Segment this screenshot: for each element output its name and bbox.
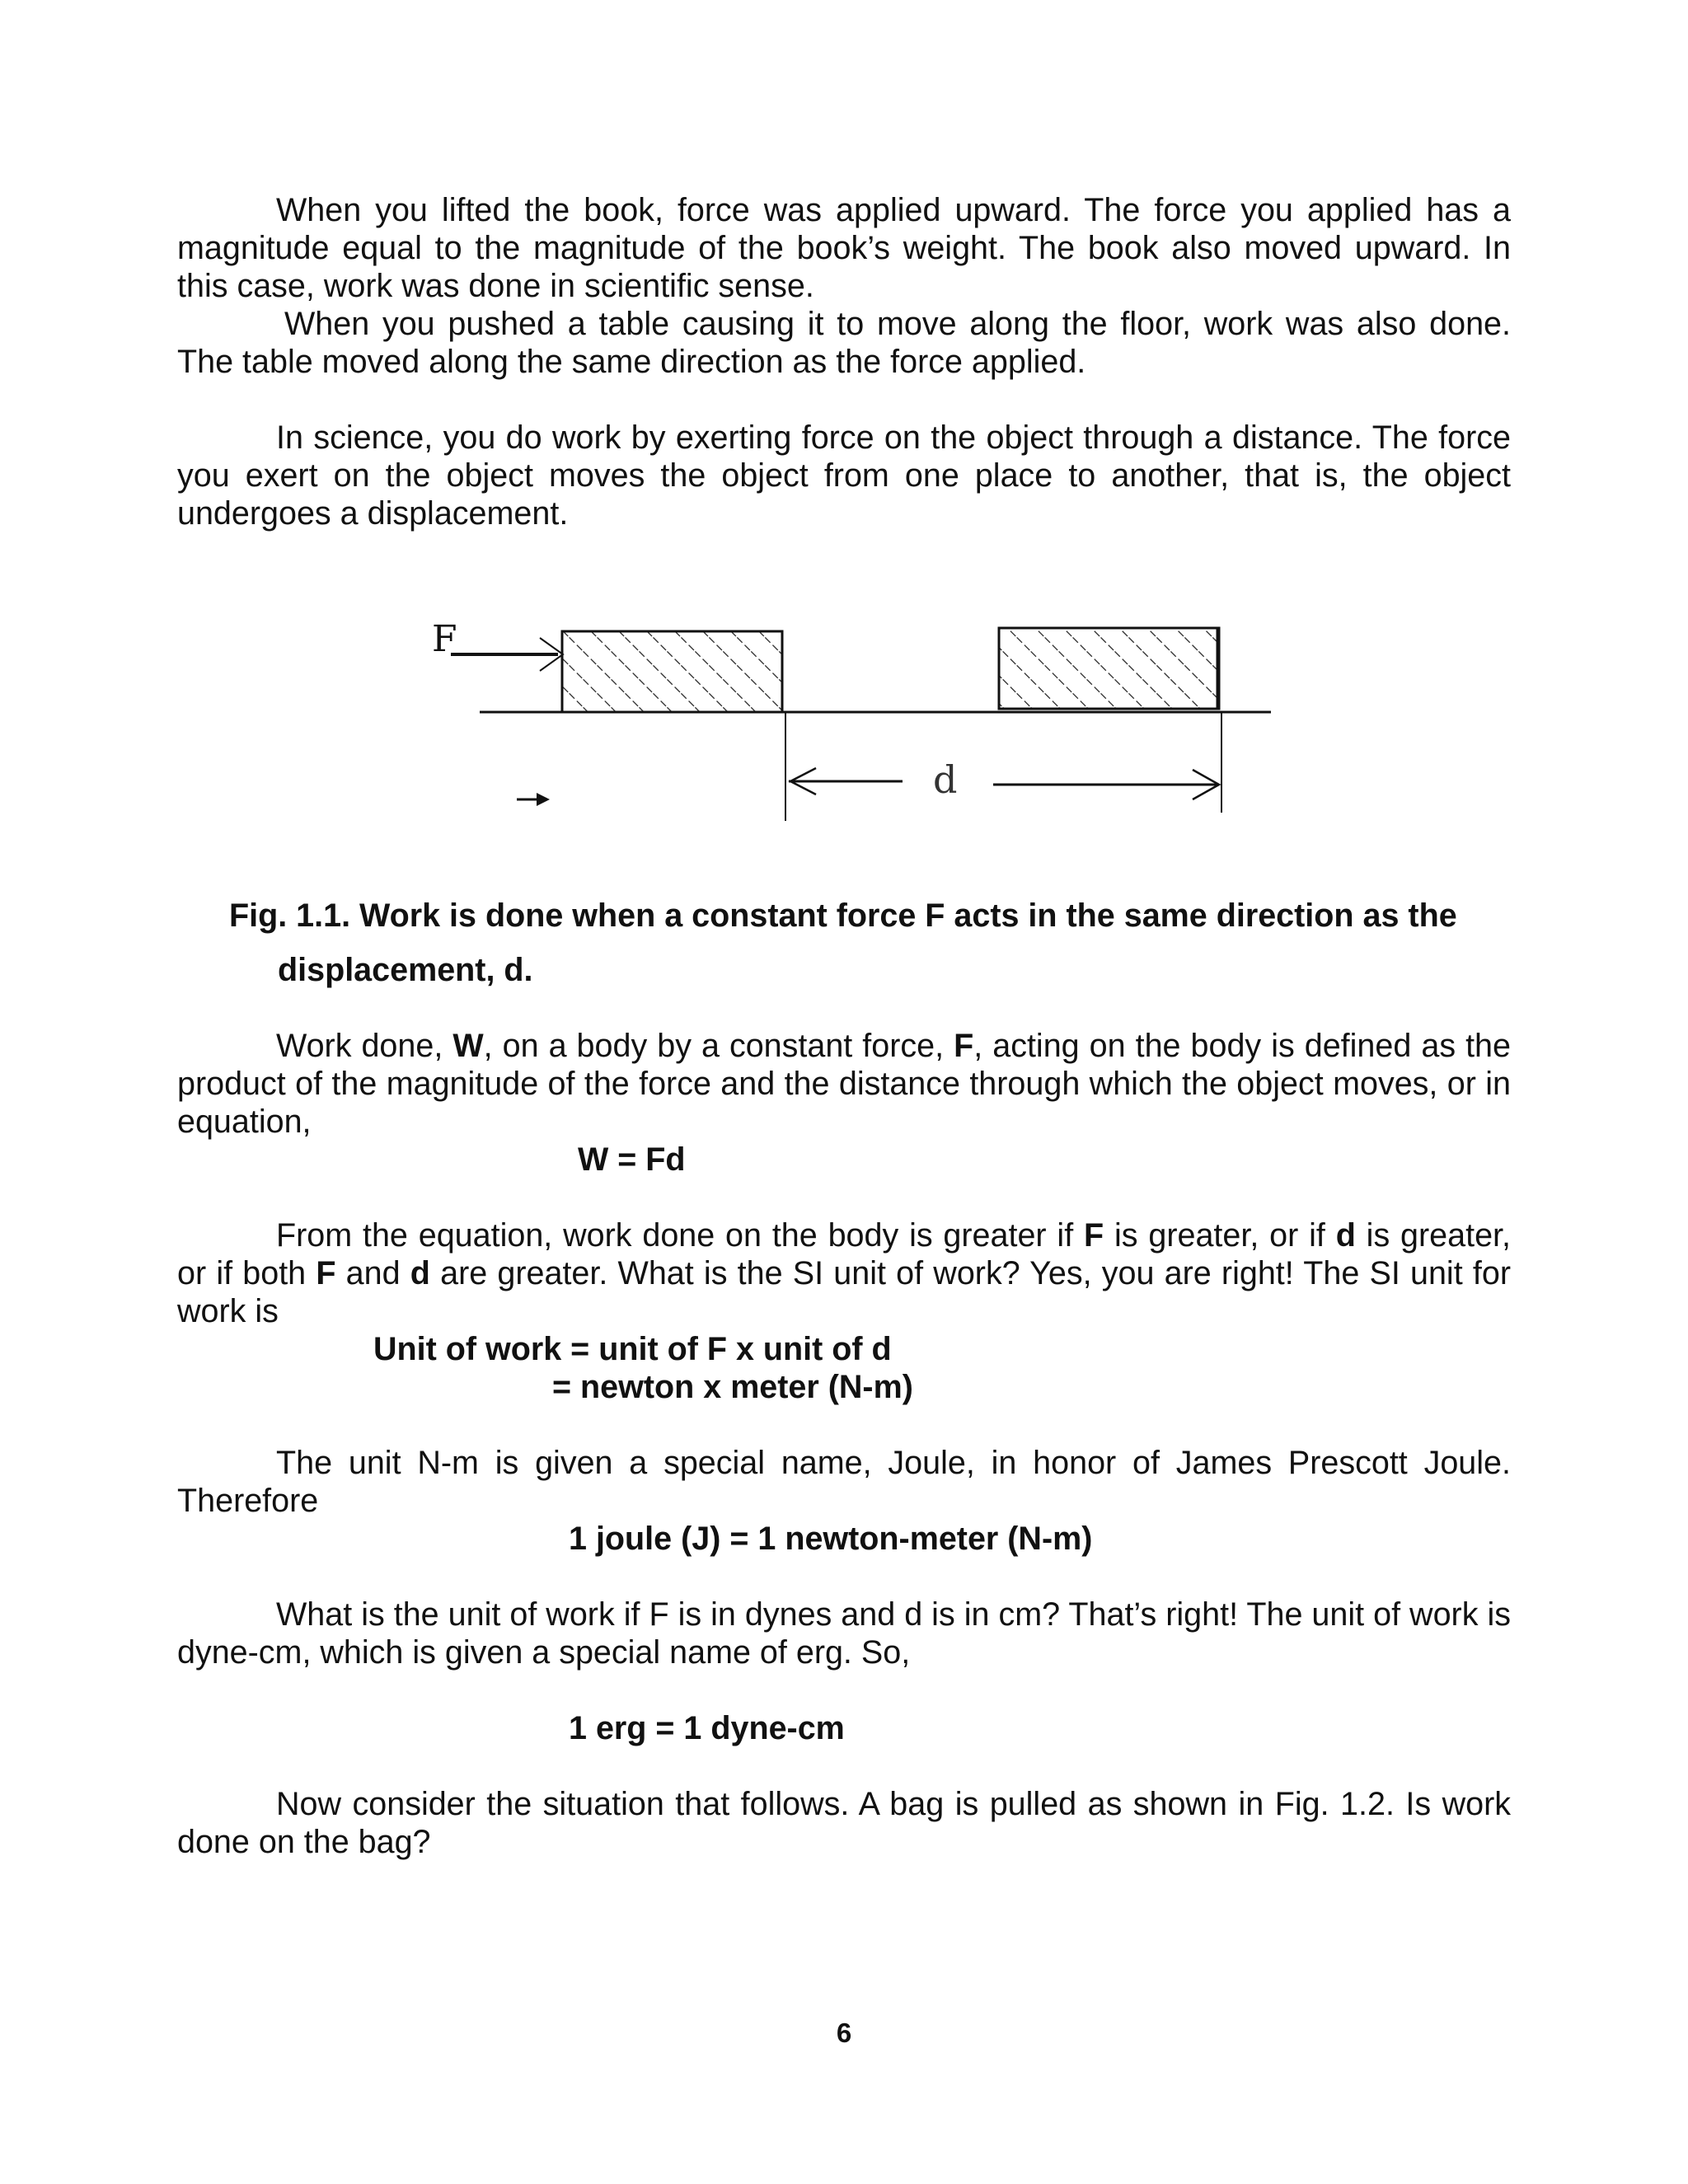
paragraph-si-unit: [177, 1216, 1511, 1330]
paragraph-erg: What is the unit of work if F is in dynes and d is in cm? That’s right! The unit of work is dyne-cm, which is given a special name of erg. So,: [177, 1596, 1511, 1671]
symbol-f: F: [1084, 1217, 1104, 1254]
symbol-d: d: [410, 1255, 430, 1291]
figure-work-diagram: [177, 582, 1511, 870]
equation-work: W = Fd: [578, 1141, 686, 1178]
text-run: , on a body by a constant force,: [483, 1028, 954, 1064]
text-run: is greater, or if: [1104, 1217, 1336, 1254]
block-final-position: [999, 628, 1219, 709]
paragraph-joule: The unit N-m is given a special name, Joule, in honor of James Prescott Joule. Therefore: [177, 1445, 1511, 1519]
equation-joule: 1 joule (J) = 1 newton-meter (N-m): [569, 1521, 1093, 1557]
paragraph-work-definition-intro: In science, you do work by exerting force on the object through a distance. The force you exert on the object moves the object from one place to another, that is, the object undergoes a displacement.: [177, 419, 1511, 532]
vector-arrowhead-small: [537, 793, 550, 806]
force-label: F: [432, 618, 457, 660]
symbol-d: d: [1335, 1217, 1356, 1254]
paragraph-bag-question: Now consider the situation that follows. A bag is pulled as shown in Fig. 1.2. Is work done on the bag?: [177, 1786, 1511, 1860]
text-run: , acting on the body is defined as the product of the magnitude of the force and the distance through which the object moves, or in equation,: [177, 1028, 1511, 1140]
equation-unit-line1: Unit of work = unit of F x unit of d: [373, 1331, 892, 1367]
distance-label: d: [933, 757, 958, 802]
text-run: are greater. What is the SI unit of work? Yes, you are right! The SI unit for work is: [177, 1255, 1511, 1329]
equation-unit-line2: = newton x meter (N-m): [552, 1369, 913, 1405]
block-initial-position: [562, 631, 782, 712]
text-run: and: [335, 1255, 410, 1291]
paragraph-work-definition: [177, 1027, 1511, 1141]
work-diagram-svg: [177, 582, 1511, 870]
symbol-w: W: [452, 1028, 484, 1064]
text-run: From the equation, work done on the body is greater if: [276, 1217, 1085, 1254]
paragraph-pushing-table: When you pushed a table causing it to move along the floor, work was also done. The table moved along the same direction as the force applied.: [177, 306, 1511, 380]
figure-caption-line2: displacement, d.: [278, 952, 533, 988]
figure-caption-line1: Fig. 1.1. Work is done when a constant force F acts in the same direction as the: [229, 898, 1457, 934]
text-run: is greater, or if both: [177, 1217, 1511, 1291]
paragraph-lifting-book: When you lifted the book, force was applied upward. The force you applied has a magnitude equal to the magnitude of the book’s weight. The book also moved upward. In this case, work was done in scientific sense.: [177, 192, 1511, 304]
equation-erg: 1 erg = 1 dyne-cm: [569, 1710, 845, 1746]
page-number: 6: [836, 2018, 852, 2048]
symbol-f: F: [954, 1028, 974, 1064]
document-page: [177, 191, 1511, 1861]
text-run: Work done,: [276, 1028, 453, 1064]
symbol-f: F: [316, 1255, 336, 1291]
